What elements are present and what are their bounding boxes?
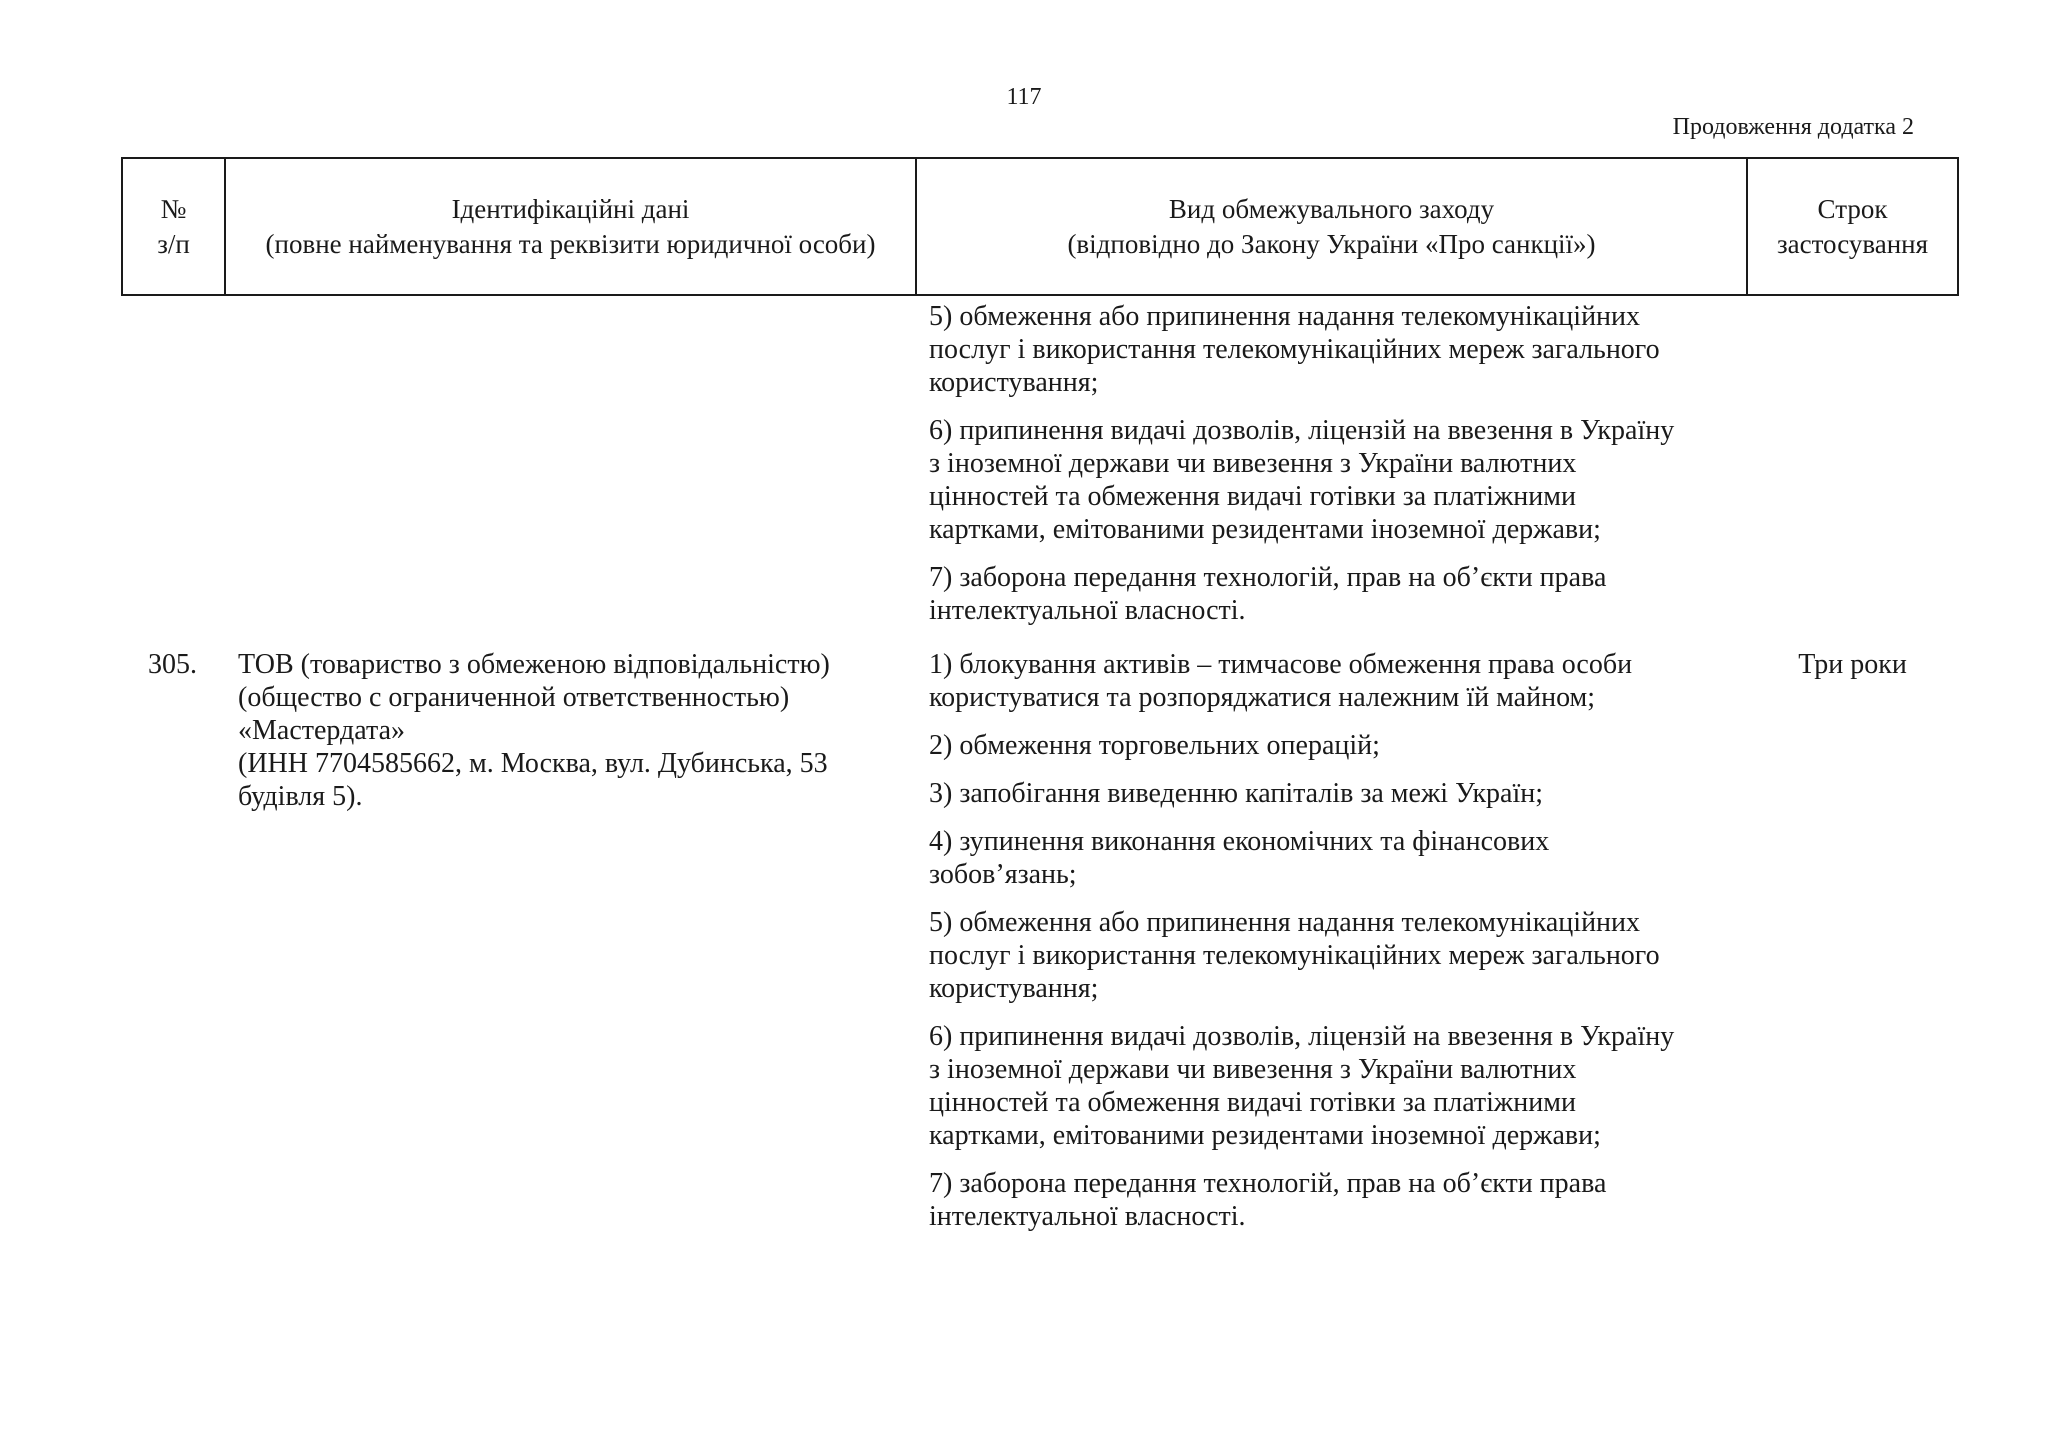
carryover-measures-list xyxy=(929,300,1729,642)
header-line: (відповідно до Закону України «Про санкції») xyxy=(1067,228,1596,259)
entry-term: Три роки xyxy=(1798,649,1907,680)
ident-line: (ИНН 7704585662, м. Москва, вул. Дубинська, 53 xyxy=(238,748,828,779)
measure-item xyxy=(929,561,1729,627)
header-cell-identification xyxy=(226,159,917,294)
measure-line: 6) припинення видачі дозволів, ліцензій на ввезення в Україну xyxy=(929,415,1675,446)
measure-line: 5) обмеження або припинення надання телекомунікаційних xyxy=(929,301,1641,332)
measure-line: картками, емітованими резидентами іноземної держави; xyxy=(929,1120,1601,1151)
measure-item xyxy=(929,825,1729,891)
table-header xyxy=(121,157,1959,296)
measure-line: картками, емітованими резидентами іноземної держави; xyxy=(929,514,1601,545)
measure-line: 4) зупинення виконання економічних та фінансових xyxy=(929,826,1550,857)
measure-line: 7) заборона передання технологій, прав на об’єкти права xyxy=(929,1168,1607,1199)
measure-item xyxy=(929,414,1729,546)
measure-line: зобов’язань; xyxy=(929,859,1077,890)
measure-item xyxy=(929,729,1729,762)
ident-line: будівля 5). xyxy=(238,781,363,812)
measure-line: цінностей та обмеження видачі готівки за платіжними xyxy=(929,481,1576,512)
measure-line: користуватися та розпоряджатися належним їй майном; xyxy=(929,682,1596,713)
continuation-label: Продовження додатка 2 xyxy=(1672,114,1914,140)
measure-line: цінностей та обмеження видачі готівки за платіжними xyxy=(929,1087,1576,1118)
measure-item xyxy=(929,777,1729,810)
measure-line: користування; xyxy=(929,367,1099,398)
measure-line: 2) обмеження торговельних операцій; xyxy=(929,730,1380,761)
measure-line: послуг і використання телекомунікаційних мереж загального xyxy=(929,334,1660,365)
header-line: № xyxy=(160,193,187,224)
entry-measures-list xyxy=(929,648,1729,1248)
measure-item xyxy=(929,1020,1729,1152)
page-number: 117 xyxy=(1006,84,1042,110)
measure-line: з іноземної держави чи вивезення з України валютних xyxy=(929,1054,1577,1085)
measure-line: з іноземної держави чи вивезення з України валютних xyxy=(929,448,1577,479)
measure-item xyxy=(929,300,1729,399)
header-cell-number xyxy=(123,159,226,294)
measure-line: інтелектуальної власності. xyxy=(929,595,1246,626)
measure-line: 7) заборона передання технологій, прав на об’єкти права xyxy=(929,562,1607,593)
measure-line: 1) блокування активів – тимчасове обмеження права особи xyxy=(929,649,1633,680)
measure-item xyxy=(929,648,1729,714)
header-line: (повне найменування та реквізити юридичної особи) xyxy=(265,228,876,259)
measure-line: 6) припинення видачі дозволів, ліцензій на ввезення в Україну xyxy=(929,1021,1675,1052)
measure-line: послуг і використання телекомунікаційних мереж загального xyxy=(929,940,1660,971)
entry-identification xyxy=(238,648,898,813)
measure-item xyxy=(929,906,1729,1005)
header-line: Вид обмежувального заходу xyxy=(1168,193,1495,224)
header-line: застосування xyxy=(1776,228,1929,259)
measure-item xyxy=(929,1167,1729,1233)
header-cell-measure-type xyxy=(917,159,1748,294)
ident-line: ТОВ (товариство з обмеженою відповідальністю) xyxy=(238,649,830,680)
header-cell-term xyxy=(1748,159,1957,294)
measure-line: користування; xyxy=(929,973,1099,1004)
measure-line: інтелектуальної власності. xyxy=(929,1201,1246,1232)
entry-number: 305. xyxy=(148,649,197,680)
header-line: з/п xyxy=(157,228,190,259)
measure-line: 3) запобігання виведенню капіталів за межі Україн; xyxy=(929,778,1544,809)
measure-line: 5) обмеження або припинення надання телекомунікаційних xyxy=(929,907,1641,938)
ident-line: «Мастердата» xyxy=(238,715,406,746)
ident-line: (общество с ограниченной ответственностью) xyxy=(238,682,790,713)
header-line: Строк xyxy=(1817,193,1888,224)
header-line: Ідентифікаційні дані xyxy=(451,193,690,224)
